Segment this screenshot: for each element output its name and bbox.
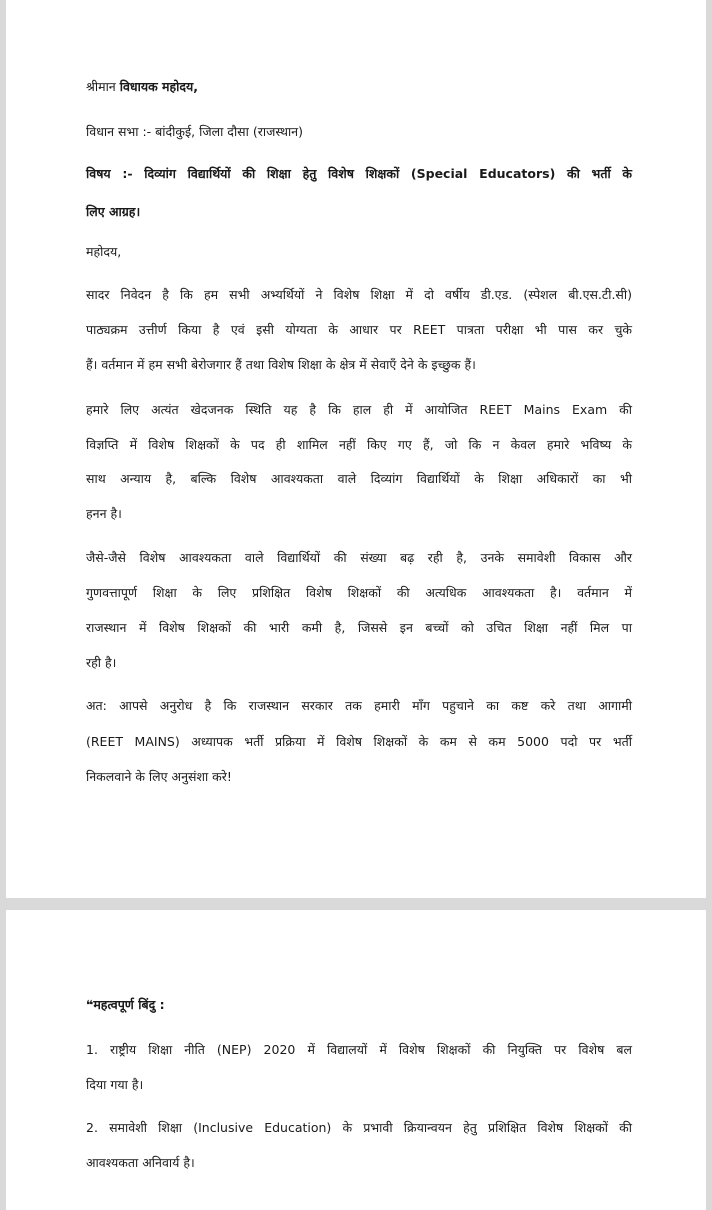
constituency-line: विधान सभा :- बांदीकुई, जिला दौसा (राजस्थान) [86,124,303,139]
paragraph-1-line-1: सादर निवेदन है कि हम सभी अभ्यर्थियों ने विशेष शिक्षा में दो वर्षीय डी.एड. (स्पेशल बी.एस.टी.सी) [86,287,632,302]
paragraph-3-line-1: जैसे-जैसे विशेष आवश्यकता वाले विद्यार्थियों की संख्या बढ़ रही है, उनके समावेशी विकास और [86,550,632,565]
point-1-line-1: 1. राष्ट्रीय शिक्षा नीति (NEP) 2020 में विद्यालयों में विशेष शिक्षकों की नियुक्ति पर विशेष बल [86,1042,632,1057]
letter-page-1 [6,0,706,898]
salutation-title: विधायक महोदय, [119,79,199,94]
paragraph-1-line-2: पाठ्यक्रम उत्तीर्ण किया है एवं इसी योग्यता के आधार पर REET पात्रता परीक्षा भी पास कर चुके [86,322,632,337]
point-1-line-2: दिया गया है। [86,1077,144,1092]
point-2-line-1: 2. समावेशी शिक्षा (Inclusive Education) के प्रभावी क्रियान्वयन हेतु प्रशिक्षित विशेष शिक्षकों की [86,1120,632,1135]
point-2-line-2: आवश्यकता अनिवार्य है। [86,1155,195,1170]
paragraph-4-line-2: (REET MAINS) अध्यापक भर्ती प्रक्रिया में विशेष शिक्षकों के कम से कम 5000 पदो पर भर्ती [86,734,632,749]
subject-line-2: लिए आग्रह। [86,204,141,219]
paragraph-4-line-1: अत: आपसे अनुरोध है कि राजस्थान सरकार तक हमारी माँग पहुचाने का कष्ट करे तथा आगामी [86,698,632,713]
paragraph-4-line-3: निकलवाने के लिए अनुसंशा करे! [86,769,232,784]
paragraph-2-line-1: हमारे लिए अत्यंत खेदजनक स्थिति यह है कि हाल ही में आयोजित REET Mains Exam की [86,402,632,417]
paragraph-3-line-4: रही है। [86,655,117,670]
greeting: महोदय, [86,244,122,259]
paragraph-2-line-3: साथ अन्याय है, बल्कि विशेष आवश्यकता वाले दिव्यांग विद्यार्थियों के शिक्षा अधिकारों का भी [86,471,632,486]
paragraph-2-line-4: हनन है। [86,506,122,521]
letter-page-2 [6,910,706,1210]
subject-line-1: विषय :- दिव्यांग विद्यार्थियों की शिक्षा हेतु विशेष शिक्षकों (Special Educators) की भर्ती के [86,166,632,181]
salutation-prefix: श्रीमान [86,79,116,94]
paragraph-2-line-2: विज्ञप्ति में विशेष शिक्षकों के पद ही शामिल नहीं किए गए हैं, जो कि न केवल हमारे भविष्य के [86,437,632,452]
salutation [86,78,198,96]
paragraph-3-line-2: गुणवत्तापूर्ण शिक्षा के लिए प्रशिक्षित विशेष शिक्षकों की अत्यधिक आवश्यकता है। वर्तमान में [86,585,632,600]
important-points-heading: ❝महत्वपूर्ण बिंदु : [86,997,165,1012]
paragraph-1-line-3: हैं। वर्तमान में हम सभी बेरोजगार हैं तथा विशेष शिक्षा के क्षेत्र में सेवाएँ देने के इच्छुक हैं। [86,357,476,372]
paragraph-3-line-3: राजस्थान में विशेष शिक्षकों की भारी कमी है, जिससे इन बच्चों को उचित शिक्षा नहीं मिल पा [86,620,632,635]
